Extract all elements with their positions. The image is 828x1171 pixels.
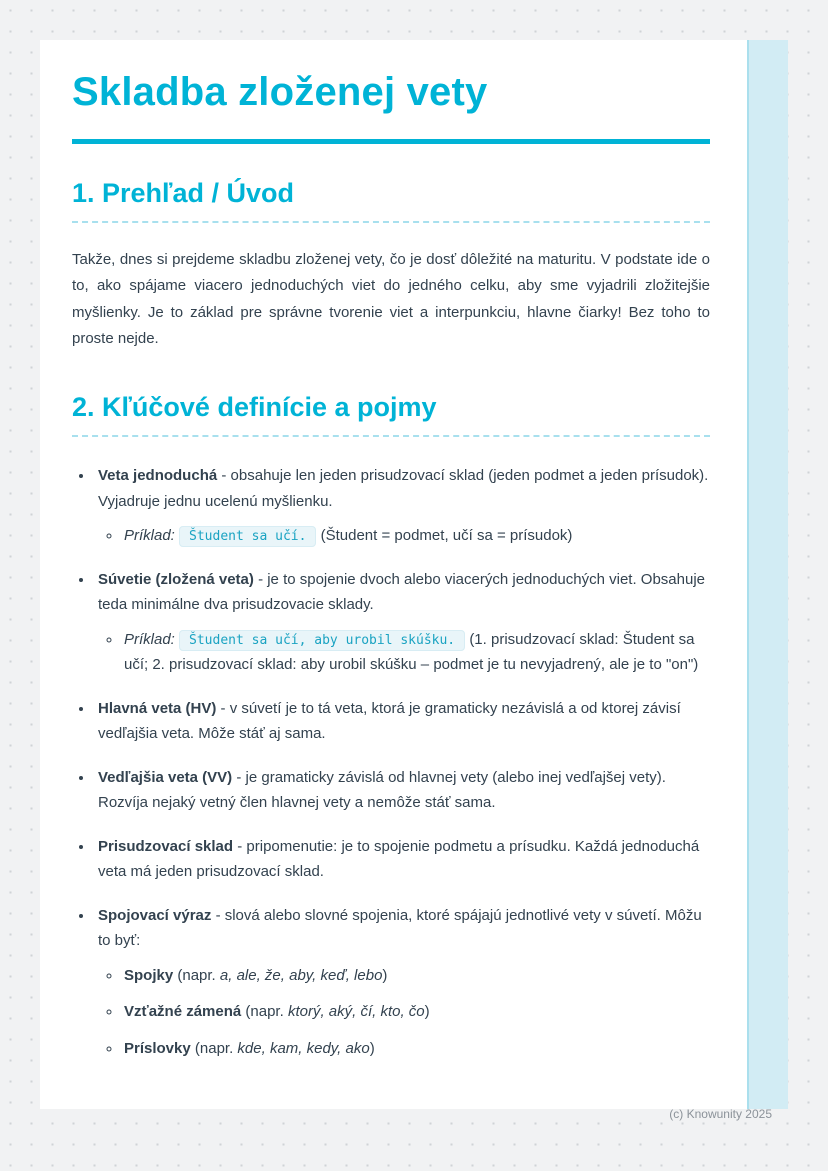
connector-type-suffix: ) <box>424 1003 430 1020</box>
connector-type-item <box>122 999 710 1025</box>
page-title: Skladba zloženej vety <box>72 70 488 114</box>
example-item <box>122 523 710 549</box>
title-divider <box>72 139 710 144</box>
connector-type-examples: kde, kam, kedy, ako <box>237 1039 370 1057</box>
intro-paragraph: Takže, dnes si prejdeme skladbu zloženej vety, čo je dosť dôležité na maturitu. V podstate ide o to, ako spájame viacero jednoduchých viet do jedného celku, aby sme vyjadrili zložitejšie myšlienky. Je to základ pre správne tvorenie viet a interpunkciu, hlavne čiarky! Bez toho to proste nejde. <box>72 251 710 347</box>
example-code-chip: Študent sa učí. <box>179 526 316 547</box>
connector-type-suffix: ) <box>382 966 388 984</box>
connector-type-name: Spojky <box>124 966 174 984</box>
definitions-list <box>72 463 710 1061</box>
term-label: Súvetie (zložená veta) <box>98 570 254 588</box>
connector-type-name: Vzťažné zámená <box>124 1003 242 1020</box>
example-label: Príklad: <box>124 527 175 544</box>
connector-type-suffix: ) <box>369 1039 375 1057</box>
connector-type-examples: a, ale, že, aby, keď, lebo <box>219 966 383 984</box>
term-definition: - slová alebo slovné spojenia, ktoré spájajú jednotlivé vety v súvetí. Môžu to byť: <box>98 906 702 949</box>
definition-item-vedlajsia-veta <box>94 765 710 816</box>
example-label: Príklad: <box>124 630 175 648</box>
term-definition: - v súvetí je to tá veta, ktorá je gramaticky nezávislá a od ktorej závisí vedľajšia veta. Môže stáť aj sama. <box>98 699 681 742</box>
section-1-heading: 1. Prehľad / Úvod <box>72 178 710 223</box>
definition-item-prisudzovaci-sklad <box>94 834 710 885</box>
connector-type-item <box>122 963 710 989</box>
term-definition: - pripomenutie: je to spojenie podmetu a prísudku. Každá jednoduchá veta má jeden prisudzovací sklad. <box>98 837 700 880</box>
connector-type-prefix: (napr. <box>194 1039 238 1057</box>
term-label: Spojovací výraz <box>98 906 212 924</box>
definition-item-hlavna-veta <box>94 696 710 747</box>
term-definition: - je to spojenie dvoch alebo viacerých jednoduchých viet. Obsahuje teda minimálne dva prisudzovacie sklady. <box>98 570 706 613</box>
term-label: Veta jednoduchá <box>98 467 218 484</box>
definition-item-veta-jednoducha <box>94 463 710 549</box>
example-note: (Študent = podmet, učí sa = prísudok) <box>320 527 573 544</box>
term-label: Prisudzovací sklad <box>98 837 234 855</box>
connector-type-prefix: (napr. <box>177 966 220 984</box>
definition-item-suvetie <box>94 567 710 678</box>
example-item <box>122 627 710 678</box>
section-2-heading: 2. Kľúčové definície a pojmy <box>72 392 710 437</box>
connector-type-name: Príslovky <box>124 1039 191 1057</box>
term-definition: - obsahuje len jeden prisudzovací sklad (jeden podmet a jeden prísudok). Vyjadruje jednu ucelenú myšlienku. <box>98 467 709 510</box>
example-list <box>98 627 710 678</box>
term-label: Vedľajšia veta (VV) <box>98 768 233 786</box>
example-list <box>98 523 710 549</box>
page-content <box>40 40 788 1109</box>
connector-types-list <box>98 963 710 1062</box>
connector-type-item <box>122 1036 710 1062</box>
connector-type-prefix: (napr. <box>245 1003 288 1020</box>
term-definition: - je gramaticky závislá od hlavnej vety (alebo inej vedľajšej vety). Rozvíja nejaký vetný člen hlavnej vety a nemôže stáť sama. <box>98 768 666 811</box>
connector-type-examples: ktorý, aký, čí, kto, čo <box>287 1003 425 1020</box>
term-label: Hlavná veta (HV) <box>98 699 217 717</box>
definition-item-spojovaci-vyraz <box>94 903 710 1062</box>
copyright-footer: (c) Knowunity 2025 <box>669 1107 772 1121</box>
document-page <box>40 40 788 1109</box>
page-edge-stripe <box>747 40 788 1109</box>
example-note: (1. prisudzovací sklad: Študent sa učí; 2. prisudzovací sklad: aby urobil skúšku – podmet je tu nevyjadrený, ale je to "on") <box>124 630 699 673</box>
example-code-chip: Študent sa učí, aby urobil skúšku. <box>179 630 465 651</box>
